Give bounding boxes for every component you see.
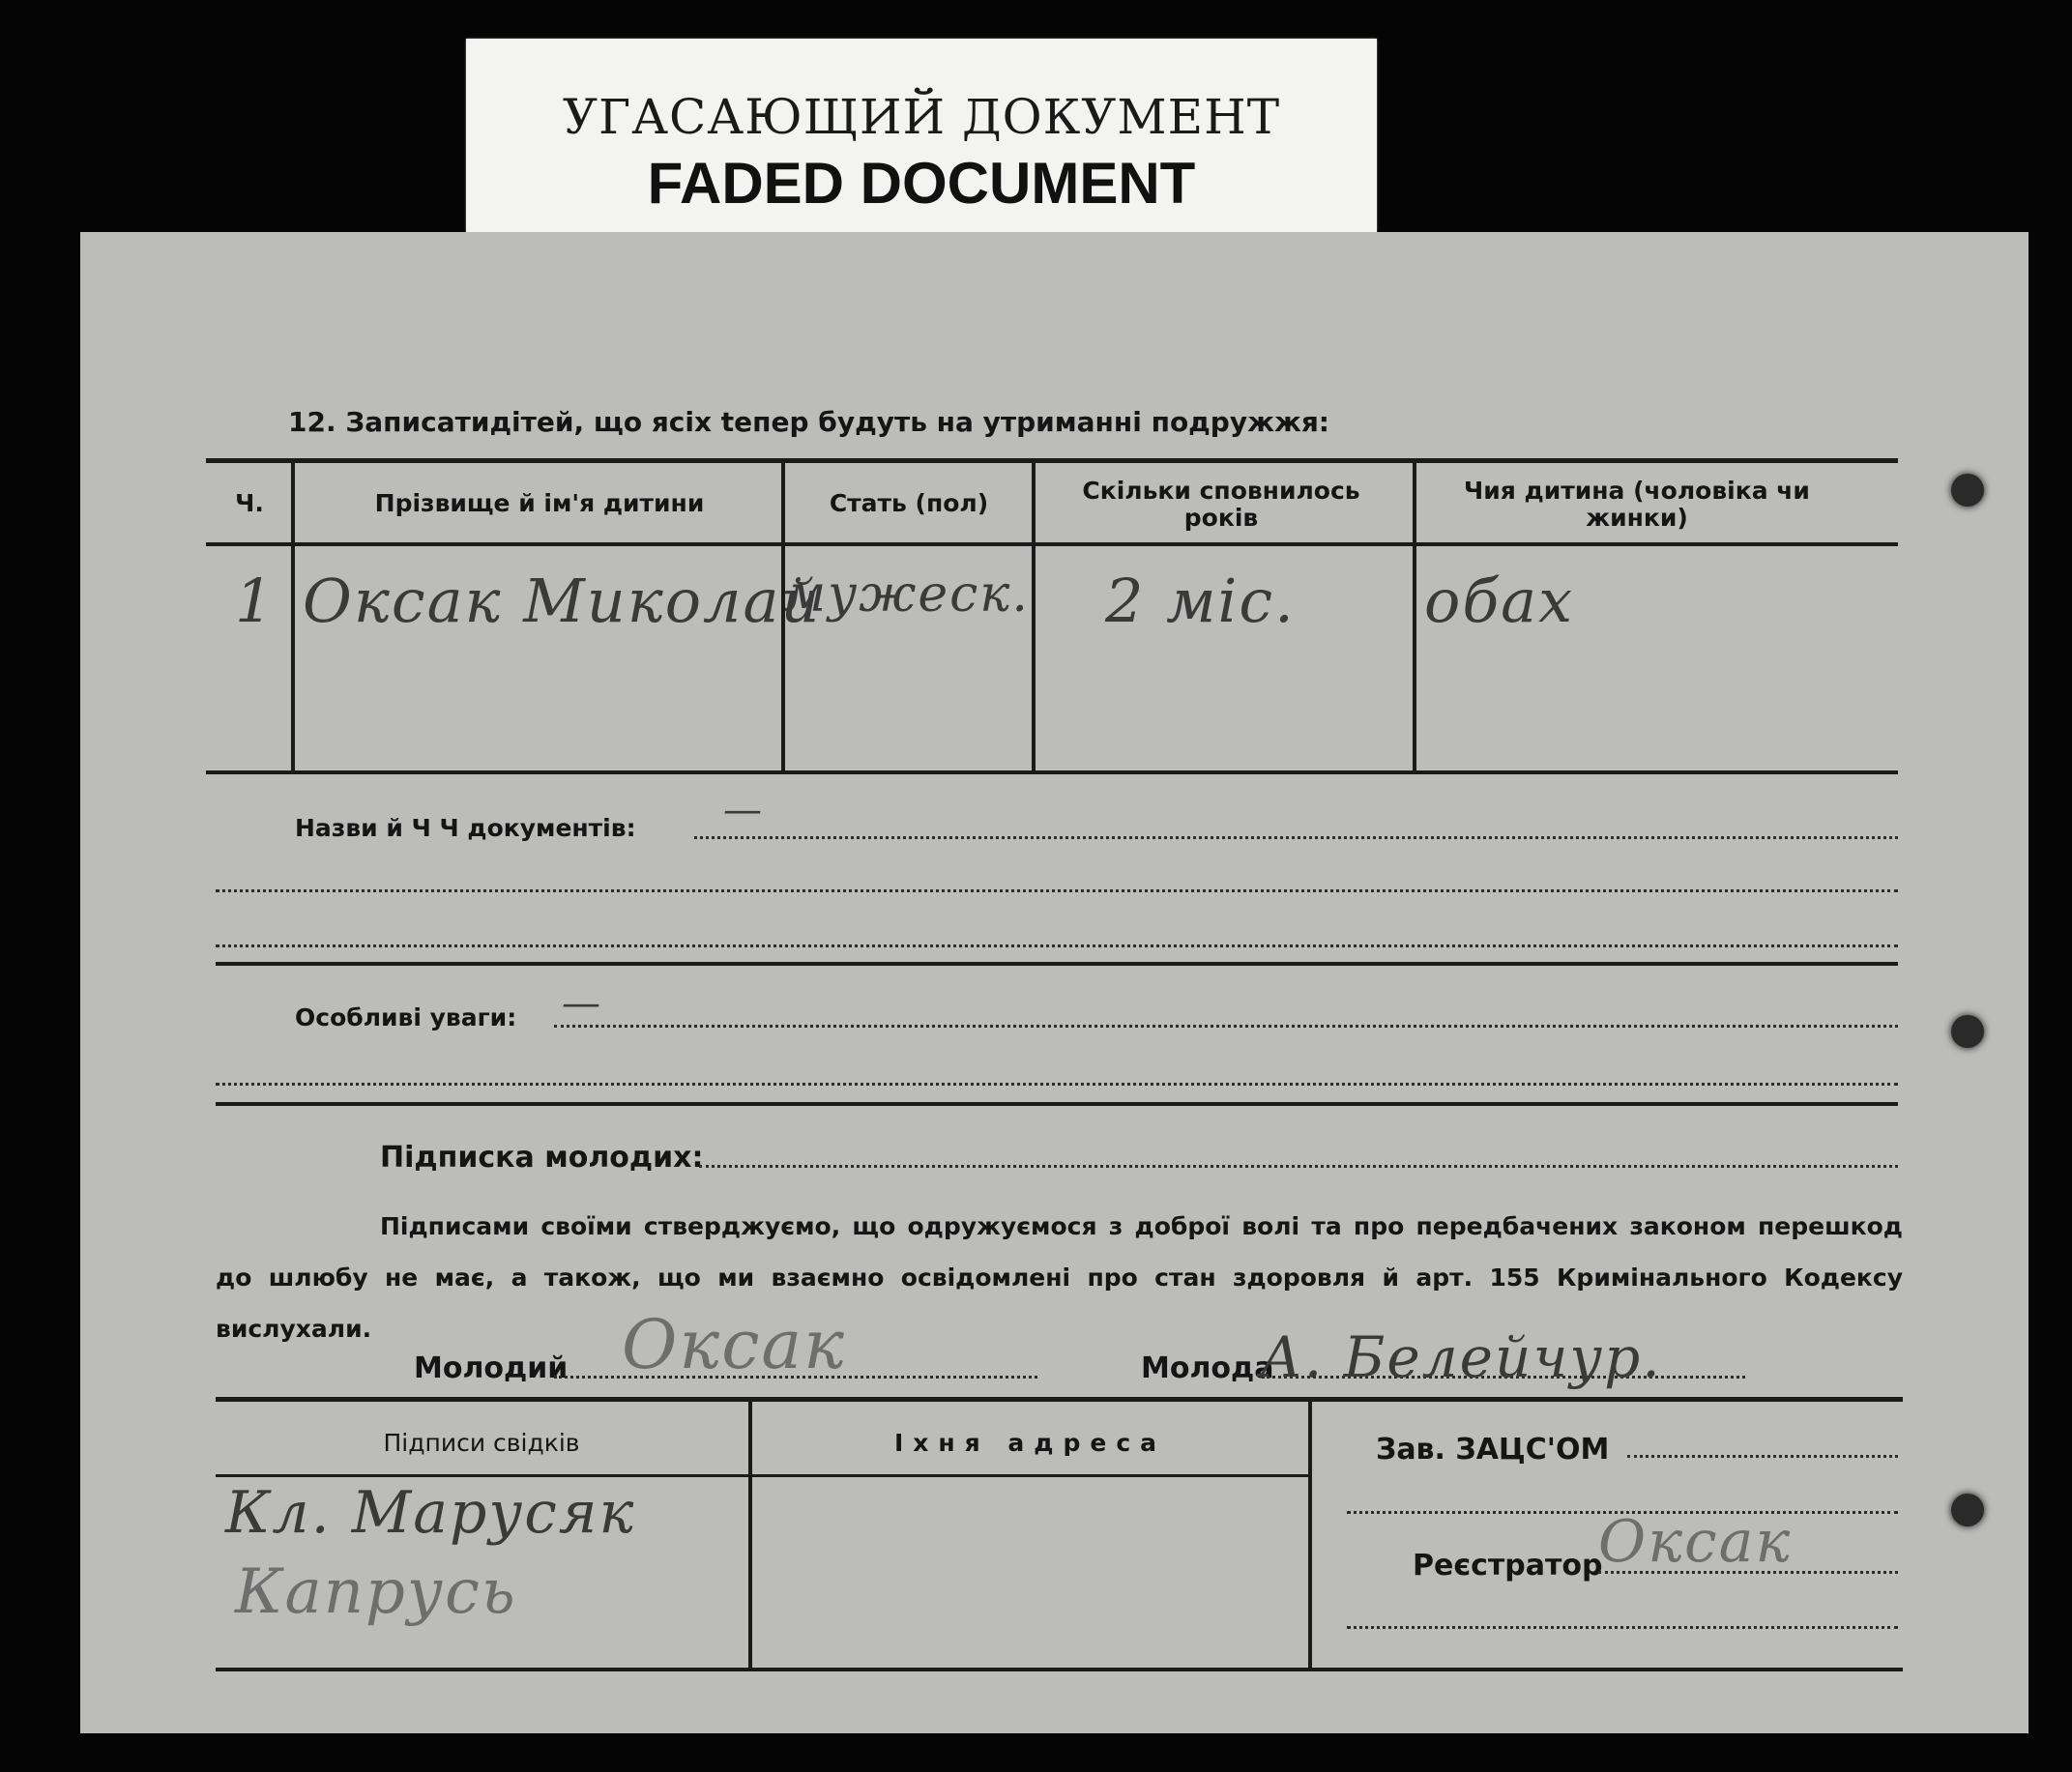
cell-whose-child: обах [1424,566,1575,636]
remarks-value: — [562,981,602,1026]
section-title: 12. Записатидітей, що ясіх tепер будуть на утриманні подружжя: [288,406,1329,438]
registrar-label: Реєстратор [1413,1549,1603,1583]
bride-signature: А. Белейчур. [1260,1324,1662,1390]
table-col-divider [1413,460,1416,772]
remarks-line [216,1083,1898,1086]
table-top-rule [206,458,1898,463]
groom-label: Молодий [414,1351,569,1385]
witnesses-header: Підписи свідків [383,1429,580,1457]
zags-head-label: Зав. ЗАЦС'ОМ [1376,1433,1610,1467]
label-russian: УГАСАЮЩИЙ ДОКУМЕНТ [562,89,1281,145]
registrar-line [1347,1626,1898,1629]
table-bottom-rule [206,770,1898,774]
label-english: FADED DOCUMENT [647,151,1196,216]
col-header-sex: Стать (пол) [829,489,989,517]
table-col-divider [1032,460,1036,772]
documents-label: Назви й Ч Ч документів: [295,814,636,842]
bride-label: Молода [1141,1351,1274,1385]
cell-child-name: Оксак Миколай [303,566,822,636]
section-rule [216,1102,1898,1106]
pledge-text: Підписами своїми стверджуємо, що одружуємося з доброї волі та про передбачених законом перешкод до шлюбу не має, а також, що ми взаємно освідомлені про стан здоровля й арт. 155 Кримінального Кодексу вислухали. [216,1212,1903,1343]
punch-hole [1951,1494,1984,1526]
cell-age: 2 міс. [1105,566,1296,636]
col-header-whose-child: Чия дитина (чоловіка чи жинки) [1464,477,1810,532]
registration-form-page [80,232,2028,1733]
table-header-rule [206,542,1898,546]
col-header-number: Ч. [235,489,264,517]
bottom-block-top-rule [216,1397,1903,1402]
faded-document-label [466,39,1377,232]
punch-hole [1951,1015,1984,1048]
cell-number: 1 [235,566,276,636]
punch-hole [1951,474,1984,507]
cell-sex: мужеск. [784,566,1030,624]
pledge-title: Підписка молодих: [380,1141,704,1175]
pledge-line [699,1165,1898,1168]
bottom-header-rule [216,1474,1310,1477]
witness-signature: Капрусь [235,1556,517,1628]
documents-line [216,889,1898,892]
documents-value: — [723,788,764,832]
bottom-col-divider [1308,1400,1312,1670]
remarks-label: Особливі уваги: [295,1003,517,1031]
section-rule [216,962,1898,966]
table-col-divider [291,460,295,772]
documents-line [216,944,1898,947]
witness-signature: Кл. Марусяк [225,1479,636,1547]
col-header-age: Скільки сповнилось років [1082,477,1360,532]
documents-line [694,836,1898,839]
registrar-signature: Оксак [1598,1508,1793,1576]
address-header: Іхня адреса [893,1429,1167,1457]
groom-signature: Оксак [622,1305,846,1384]
bottom-block-bottom-rule [216,1668,1903,1671]
zags-head-line [1627,1455,1898,1458]
col-header-child-name: Прізвище й ім'я дитини [374,489,705,517]
remarks-line [554,1025,1898,1028]
